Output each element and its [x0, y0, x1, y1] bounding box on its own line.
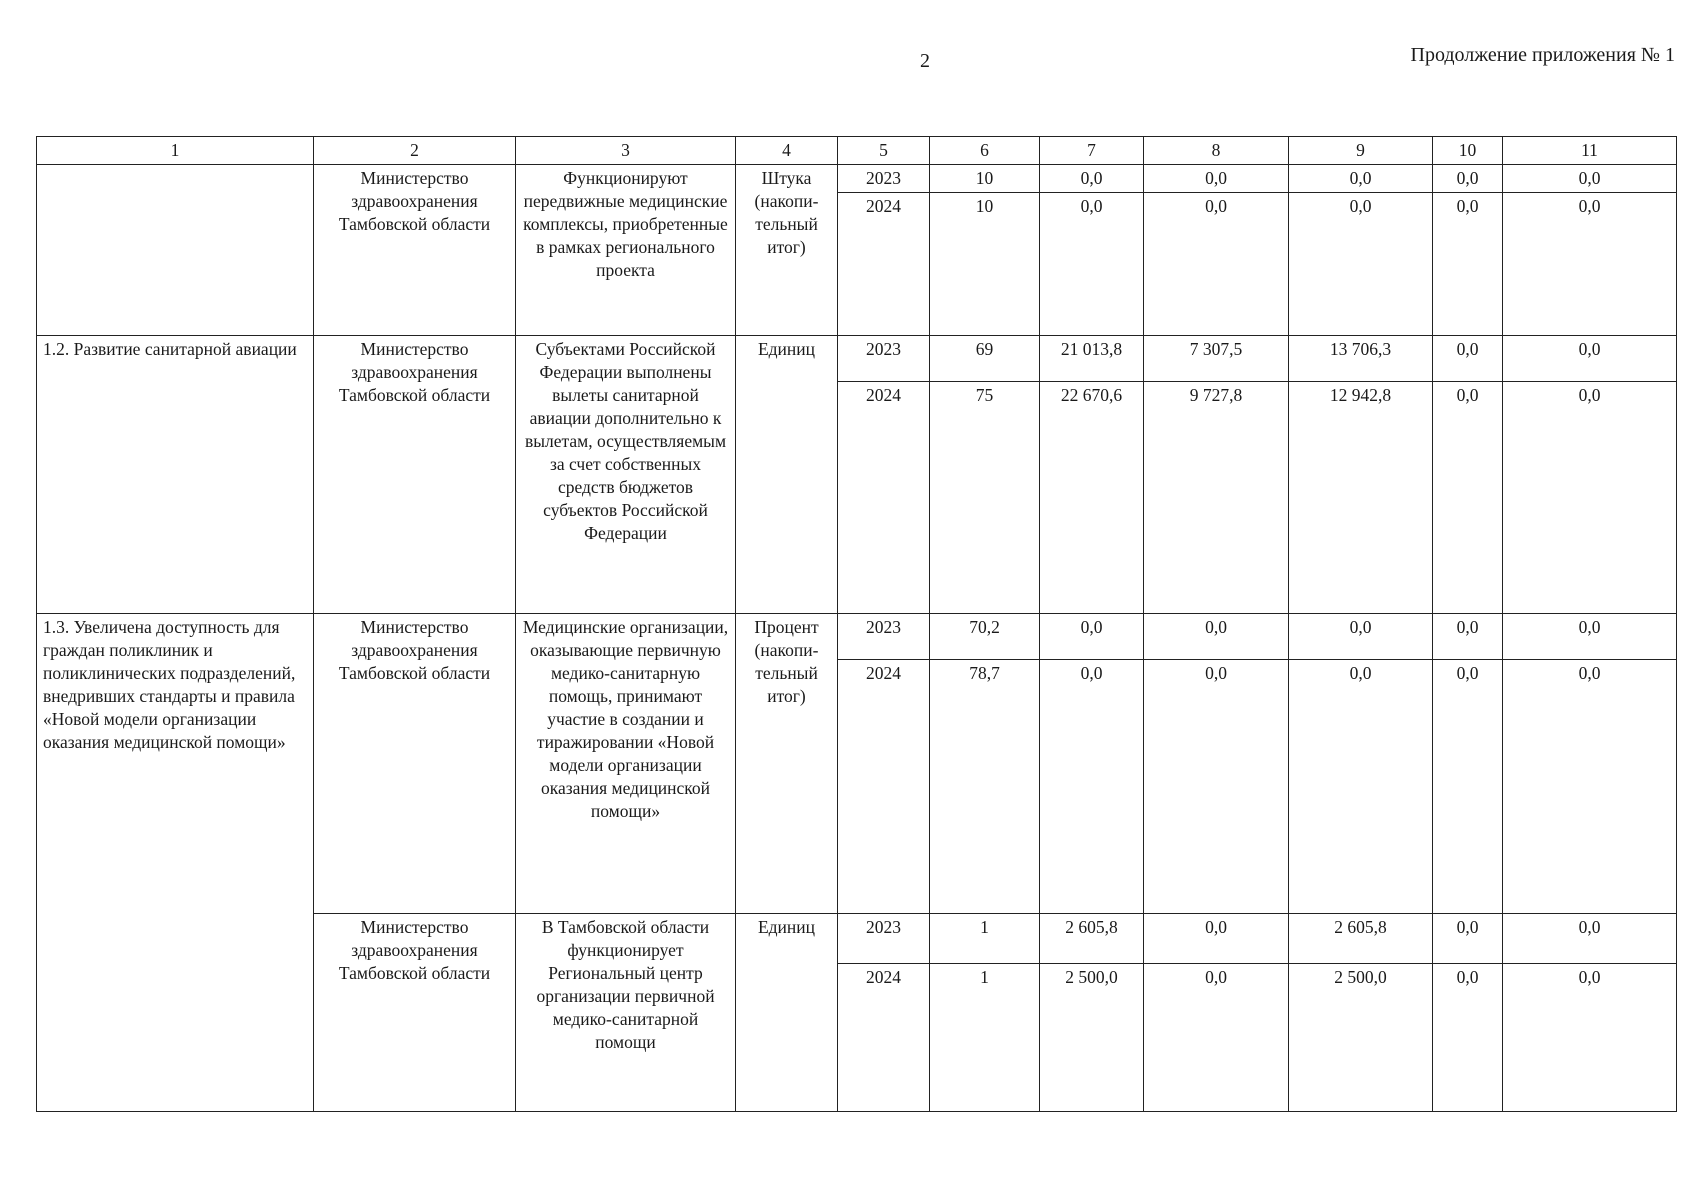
amount-cell: 0,0 — [1144, 914, 1289, 964]
amount-cell: 0,0 — [1289, 614, 1433, 660]
amount-cell: 0,0 — [1503, 914, 1677, 964]
amount-cell: 0,0 — [1289, 165, 1433, 193]
amount-cell: 0,0 — [1433, 336, 1503, 382]
amount-cell: 0,0 — [1144, 193, 1289, 336]
result-cell: Медицинские организации, оказывающие первичную медико-санитарную помощь, принимают участие в создании и тиражировании «Новой модели организации оказания медицинской помощи» — [516, 614, 736, 914]
column-header: 6 — [930, 137, 1040, 165]
value-cell: 1 — [930, 914, 1040, 964]
amount-cell: 2 500,0 — [1040, 964, 1144, 1112]
table-row — [37, 336, 1677, 382]
amount-cell: 0,0 — [1289, 660, 1433, 914]
amount-cell: 0,0 — [1144, 614, 1289, 660]
year-cell: 2024 — [838, 660, 930, 914]
column-header: 11 — [1503, 137, 1677, 165]
year-cell: 2023 — [838, 614, 930, 660]
year-cell: 2024 — [838, 193, 930, 336]
amount-cell: 0,0 — [1503, 165, 1677, 193]
amount-cell: 0,0 — [1503, 660, 1677, 914]
appendix-table — [36, 136, 1677, 1112]
value-cell: 10 — [930, 165, 1040, 193]
column-header: 1 — [37, 137, 314, 165]
result-cell: В Тамбовской области функционирует Региональный центр организации первичной медико-санитарной помощи — [516, 914, 736, 1112]
responsible-cell: Министерство здравоохранения Тамбовской области — [314, 614, 516, 914]
amount-cell: 0,0 — [1503, 964, 1677, 1112]
value-cell: 70,2 — [930, 614, 1040, 660]
year-cell: 2024 — [838, 382, 930, 614]
column-header: 10 — [1433, 137, 1503, 165]
amount-cell: 0,0 — [1433, 165, 1503, 193]
amount-cell: 12 942,8 — [1289, 382, 1433, 614]
amount-cell: 0,0 — [1433, 964, 1503, 1112]
column-header: 9 — [1289, 137, 1433, 165]
amount-cell: 0,0 — [1040, 614, 1144, 660]
column-header: 2 — [314, 137, 516, 165]
amount-cell: 0,0 — [1040, 165, 1144, 193]
amount-cell: 21 013,8 — [1040, 336, 1144, 382]
column-header: 4 — [736, 137, 838, 165]
amount-cell: 13 706,3 — [1289, 336, 1433, 382]
value-cell: 10 — [930, 193, 1040, 336]
responsible-cell: Министерство здравоохранения Тамбовской области — [314, 165, 516, 336]
result-cell: Функционируют передвижные медицинские комплексы, приобретенные в рамках регионального проекта — [516, 165, 736, 336]
year-cell: 2023 — [838, 336, 930, 382]
year-cell: 2024 — [838, 964, 930, 1112]
value-cell: 1 — [930, 964, 1040, 1112]
amount-cell: 0,0 — [1144, 165, 1289, 193]
value-cell: 75 — [930, 382, 1040, 614]
amount-cell: 0,0 — [1503, 614, 1677, 660]
amount-cell: 9 727,8 — [1144, 382, 1289, 614]
amount-cell: 0,0 — [1433, 914, 1503, 964]
amount-cell: 2 500,0 — [1289, 964, 1433, 1112]
amount-cell: 0,0 — [1433, 382, 1503, 614]
amount-cell: 2 605,8 — [1289, 914, 1433, 964]
year-cell: 2023 — [838, 914, 930, 964]
amount-cell: 0,0 — [1433, 614, 1503, 660]
amount-cell: 0,0 — [1433, 660, 1503, 914]
amount-cell: 0,0 — [1433, 193, 1503, 336]
amount-cell: 0,0 — [1503, 382, 1677, 614]
task-cell: 1.3. Увеличена доступность для граждан поликлиник и поликлинических подразделений, внедривших стандарты и правила «Новой модели организации оказания медицинской помощи» — [37, 614, 314, 1112]
column-header: 3 — [516, 137, 736, 165]
unit-cell: Штука (накопи-тельный итог) — [736, 165, 838, 336]
unit-cell: Единиц — [736, 336, 838, 614]
value-cell: 69 — [930, 336, 1040, 382]
amount-cell: 7 307,5 — [1144, 336, 1289, 382]
amount-cell: 0,0 — [1040, 193, 1144, 336]
unit-cell: Процент (накопи-тельный итог) — [736, 614, 838, 914]
column-number-row — [37, 137, 1677, 165]
continuation-label: Продолжение приложения № 1 — [1410, 44, 1675, 66]
amount-cell: 22 670,6 — [1040, 382, 1144, 614]
amount-cell: 0,0 — [1289, 193, 1433, 336]
amount-cell: 2 605,8 — [1040, 914, 1144, 964]
amount-cell: 0,0 — [1144, 660, 1289, 914]
amount-cell: 0,0 — [1503, 193, 1677, 336]
amount-cell: 0,0 — [1144, 964, 1289, 1112]
amount-cell: 0,0 — [1040, 660, 1144, 914]
amount-cell: 0,0 — [1503, 336, 1677, 382]
column-header: 8 — [1144, 137, 1289, 165]
table-row — [37, 614, 1677, 660]
unit-cell: Единиц — [736, 914, 838, 1112]
column-header: 7 — [1040, 137, 1144, 165]
result-cell: Субъектами Российской Федерации выполнены вылеты санитарной авиации дополнительно к вылетам, осуществляемым за счет собственных средств бюджетов субъектов Российской Федерации — [516, 336, 736, 614]
page-number: 2 — [920, 50, 930, 72]
responsible-cell: Министерство здравоохранения Тамбовской области — [314, 914, 516, 1112]
value-cell: 78,7 — [930, 660, 1040, 914]
year-cell: 2023 — [838, 165, 930, 193]
task-cell: 1.2. Развитие санитарной авиации — [37, 336, 314, 614]
task-cell — [37, 165, 314, 336]
column-header: 5 — [838, 137, 930, 165]
responsible-cell: Министерство здравоохранения Тамбовской области — [314, 336, 516, 614]
table-row — [37, 165, 1677, 193]
